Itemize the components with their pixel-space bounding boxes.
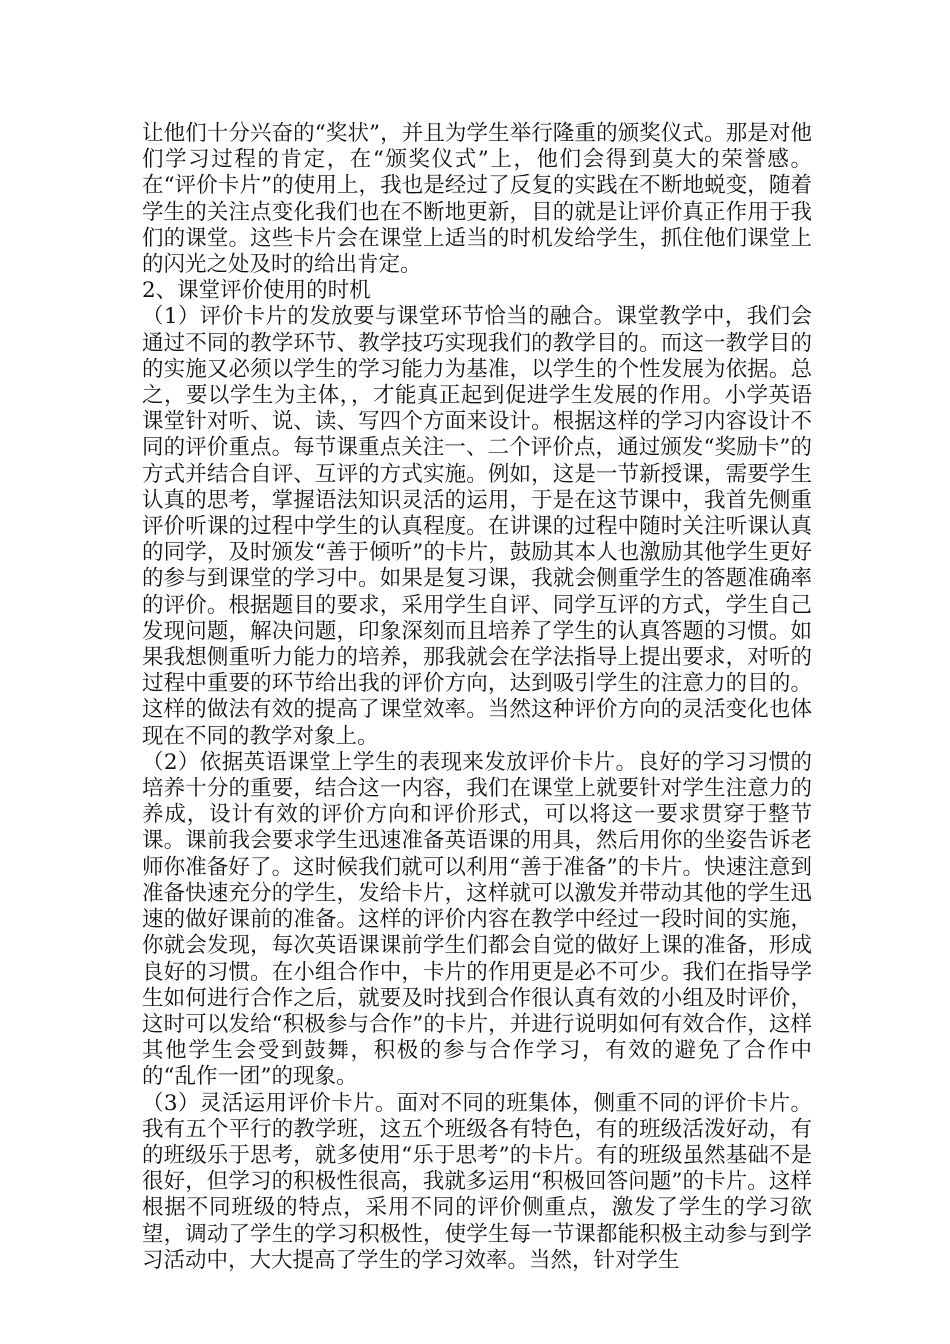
document-page: [142, 121, 812, 1274]
paragraph-point-3: （3）灵活运用评价卡片。面对不同的班集体，侧重不同的评价卡片。我有五个平行的教学班，这五个班级各有特色，有的班级活泼好动，有的班级乐于思考，就多使用“乐于思考”的卡片。有的班级虽然基础不是很好，但学习的积极性很高，我就多运用“积极回答问题”的卡片。这样根据不同班级的特点，采用不同的评价侧重点，激发了学生的学习欲望，调动了学生的学习积极性，使学生每一节课都能积极主动参与到学习活动中，大大提高了学生的学习效率。当然，针对学生: [142, 1090, 812, 1273]
section-heading-timing: 2、课堂评价使用的时机: [142, 278, 371, 304]
paragraph-point-2: （2）依据英语课堂上学生的表现来发放评价卡片。良好的学习习惯的培养十分的重要，结合这一内容，我们在课堂上就要针对学生注意力的养成，设计有效的评价方向和评价形式，可以将这一要求贯穿于整节课。课前我会要求学生迅速准备英语课的用具，然后用你的坐姿告诉老师你准备好了。这时候我们就可以利用“善于准备”的卡片。快速注意到准备快速充分的学生，发给卡片，这样就可以激发并带动其他的学生迅速的做好课前的准备。这样的评价内容在教学中经过一段时间的实施，你就会发现，每次英语课课前学生们都会自觉的做好上课的准备，形成良好的习惯。在小组合作中，卡片的作用更是必不可少。我们在指导学生如何进行合作之后，就要及时找到合作很认真有效的小组及时评价，这时可以发给“积极参与合作”的卡片，并进行说明如何有效合作，这样其他学生会受到鼓舞，积极的参与合作学习，有效的避免了合作中的“乱作一团”的现象。: [142, 749, 812, 1090]
paragraph-point-1: （1）评价卡片的发放要与课堂环节恰当的融合。课堂教学中，我们会通过不同的教学环节、教学技巧实现我们的教学目的。而这一教学目的的实施又必须以学生的学习能力为基准，以学生的个性发展为依据。总之，要以学生为主体，，才能真正起到促进学生发展的作用。小学英语课堂针对听、说、读、写四个方面来设计。根据这样的学习内容设计不同的评价重点。每节课重点关注一、二个评价点，通过颁发“奖励卡”的方式并结合自评、互评的方式实施。例如，这是一节新授课，需要学生认真的思考，掌握语法知识灵活的运用，于是在这节课中，我首先侧重评价听课的过程中学生的认真程度。在讲课的过程中随时关注听课认真的同学，及时颁发“善于倾听”的卡片，鼓励其本人也激励其他学生更好的参与到课堂的学习中。如果是复习课，我就会侧重学生的答题准确率的评价。根据题目的要求，采用学生自评、同学互评的方式，学生自己发现问题，解决问题，印象深刻而且培养了学生的认真答题的习惯。如果我想侧重听力能力的培养，那我就会在学法指导上提出要求，对听的过程中重要的环节给出我的评价方向，达到吸引学生的注意力的目的。这样的做法有效的提高了课堂效率。当然这种评价方向的灵活变化也体现在不同的教学对象上。: [142, 304, 812, 749]
paragraph-intro: 让他们十分兴奋的“奖状”，并且为学生举行隆重的颁奖仪式。那是对他们学习过程的肯定，在“颁奖仪式”上，他们会得到莫大的荣誉感。在“评价卡片”的使用上，我也是经过了反复的实践在不断地蜕变，随着学生的关注点变化我们也在不断地更新，目的就是让评价真正作用于我们的课堂。这些卡片会在课堂上适当的时机发给学生，抓住他们课堂上的闪光之处及时的给出肯定。: [142, 121, 812, 278]
